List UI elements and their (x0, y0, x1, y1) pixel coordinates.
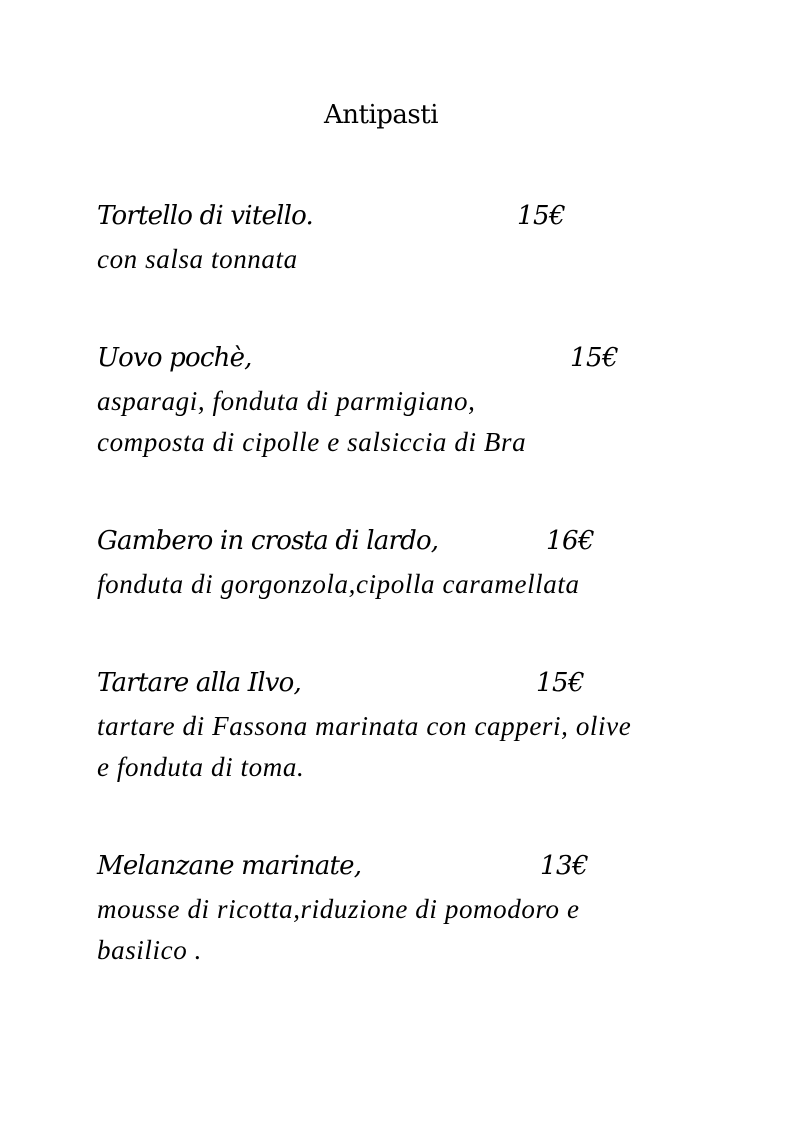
description-line: fonduta di gorgonzola,cipolla caramellata (97, 569, 580, 599)
dish-price: 13€ (540, 851, 589, 881)
dish-description (97, 706, 631, 788)
description-line: basilico . (97, 935, 202, 965)
dish-price: 15€ (570, 343, 619, 373)
dish-description (97, 564, 580, 605)
description-line: composta di cipolle e salsiccia di Bra (97, 427, 527, 457)
dish-description (97, 381, 526, 463)
description-line: con salsa tonnata (97, 244, 298, 274)
dish-price: 16€ (546, 526, 595, 556)
page-title: Antipasti (323, 100, 439, 130)
description-line: tartare di Fassona marinata con capperi, olive (97, 711, 632, 741)
description-line: mousse di ricotta,riduzione di pomodoro e (97, 894, 580, 924)
dish-name: Tortello di vitello. (97, 201, 313, 231)
dish-description (97, 239, 298, 280)
dish-name: Melanzane marinate, (97, 851, 362, 881)
dish-name: Tartare alla Ilvo, (97, 668, 301, 698)
description-line: e fonduta di toma. (97, 752, 305, 782)
dish-price: 15€ (517, 201, 566, 231)
dish-description (97, 889, 580, 971)
description-line: asparagi, fonduta di parmigiano, (97, 386, 476, 416)
dish-name: Uovo pochè, (97, 343, 252, 373)
dish-price: 15€ (536, 668, 585, 698)
dish-name: Gambero in crosta di lardo, (97, 526, 439, 556)
